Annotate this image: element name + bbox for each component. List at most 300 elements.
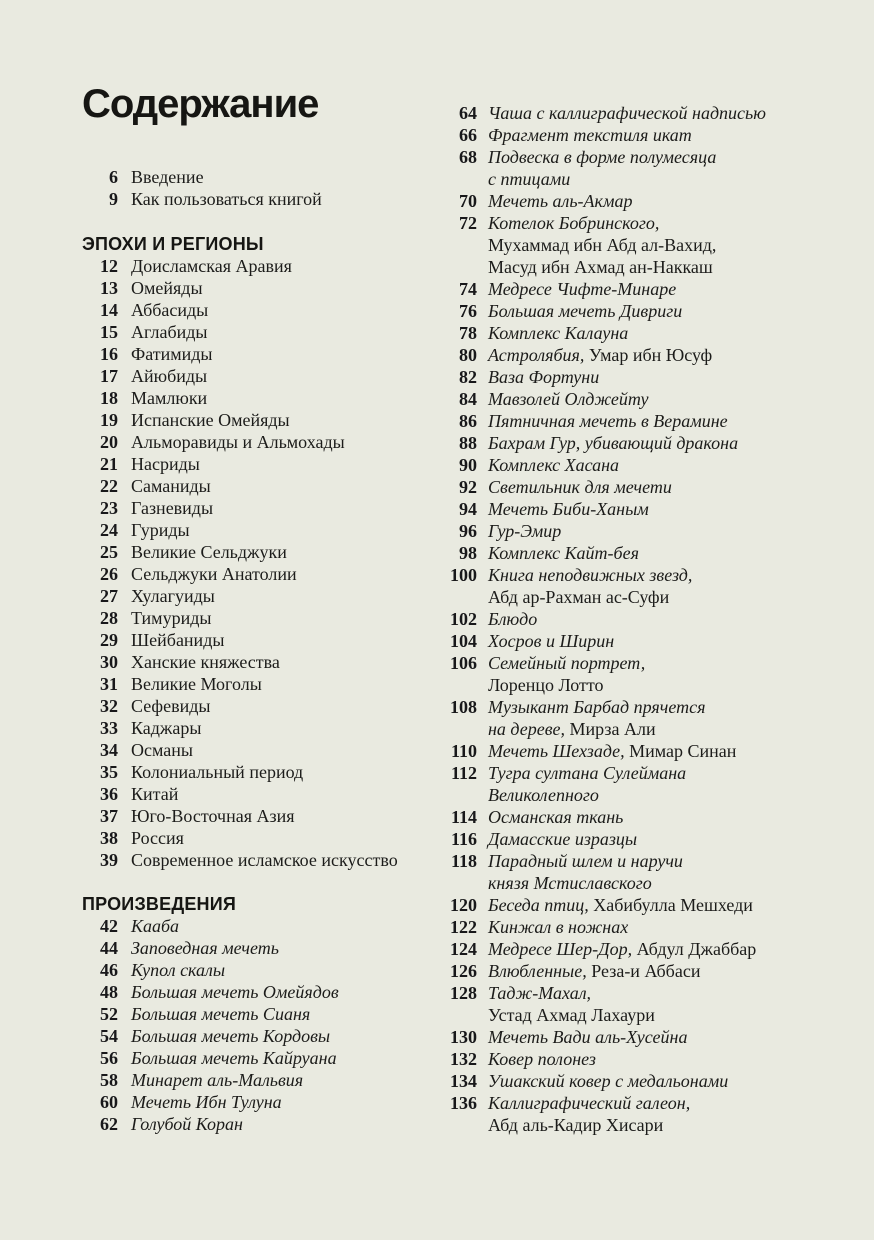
toc-work-title: Великолепного [488, 785, 599, 805]
toc-entry-text [131, 651, 280, 673]
toc-plain-text: Сельджуки Анатолии [131, 564, 297, 584]
toc-entry-page-number: 15 [100, 322, 118, 342]
toc-work-title: Каллиграфический галеон, [488, 1093, 691, 1113]
toc-entry-page-number: 66 [459, 125, 477, 145]
toc-work-title: Хосров и Ширин [488, 631, 615, 651]
toc-entry-line [488, 322, 628, 344]
toc-entry [82, 937, 434, 959]
toc-entry-text [131, 1003, 310, 1025]
toc-entry [435, 102, 867, 124]
toc-work-title: Комплекс Кайт-бея [488, 543, 639, 563]
toc-plain-text: Каджары [131, 718, 202, 738]
toc-entry-page-number: 56 [100, 1048, 118, 1068]
toc-entry-page-number: 27 [100, 586, 118, 606]
toc-entry-page-number: 19 [100, 410, 118, 430]
toc-entry-text [131, 387, 207, 409]
toc-entry-page-number: 58 [100, 1070, 118, 1090]
toc-entry [435, 190, 867, 212]
toc-entry [82, 365, 434, 387]
toc-entry-page-number: 110 [450, 741, 477, 761]
toc-work-title: Фрагмент текстиля икат [488, 125, 692, 145]
toc-entry-line [488, 1026, 687, 1048]
toc-entry-page-number: 108 [450, 697, 477, 717]
toc-entry-text [131, 783, 178, 805]
toc-entry-line [131, 1091, 282, 1113]
toc-entry-text [488, 806, 623, 828]
toc-entry-text [131, 299, 208, 321]
toc-plain-text: Мирза Али [565, 719, 656, 739]
toc-plain-text: Доисламская Аравия [131, 256, 292, 276]
toc-entry-text [131, 761, 303, 783]
toc-entry-page-number: 118 [450, 851, 477, 871]
toc-entry-page-number: 116 [450, 829, 477, 849]
toc-entry [82, 761, 434, 783]
toc-entry-text [488, 146, 716, 190]
toc-entry-page-number: 36 [100, 784, 118, 804]
toc-entry-page-number: 37 [100, 806, 118, 826]
toc-entry-page-number: 22 [100, 476, 118, 496]
toc-plain-text: Тимуриды [131, 608, 212, 628]
toc-entry [82, 563, 434, 585]
toc-entry-line [131, 563, 297, 585]
toc-entry-line [131, 739, 193, 761]
toc-entry-page-number: 134 [450, 1071, 477, 1091]
toc-entry [82, 717, 434, 739]
toc-entry-line [488, 542, 639, 564]
toc-entry-line [488, 652, 645, 674]
page-title: Содержание [82, 82, 319, 126]
toc-entry-page-number: 64 [459, 103, 477, 123]
toc-work-title: Гур-Эмир [488, 521, 562, 541]
toc-entry [435, 498, 867, 520]
toc-entry-line [488, 740, 736, 762]
toc-entry-line [488, 520, 561, 542]
toc-plain-text: Альморавиды и Альмохады [131, 432, 345, 452]
toc-entry-line [131, 541, 287, 563]
toc-plain-text: Мухаммад ибн Абд ал-Вахид, [488, 235, 717, 255]
toc-entry-line [131, 409, 290, 431]
toc-entry-text [131, 453, 200, 475]
toc-entry-line [131, 673, 262, 695]
toc-entry [435, 344, 867, 366]
toc-work-title: Ковер полонез [488, 1049, 596, 1069]
toc-entry-page-number: 16 [100, 344, 118, 364]
toc-plain-text: Сефевиды [131, 696, 211, 716]
toc-entry-line [131, 937, 279, 959]
toc-entry-line [488, 718, 705, 740]
toc-entry-line [131, 717, 201, 739]
toc-entry-text [131, 431, 345, 453]
toc-entry-page-number: 26 [100, 564, 118, 584]
toc-entry-line [488, 674, 645, 696]
toc-plain-text: Реза-и Аббаси [586, 961, 701, 981]
toc-plain-text: Айюбиды [131, 366, 208, 386]
toc-work-title: Кинжал в ножнах [488, 917, 629, 937]
toc-entry [82, 1025, 434, 1047]
toc-entry-text [488, 278, 676, 300]
toc-plain-text: Саманиды [131, 476, 211, 496]
toc-work-title: Ваза Фортуни [488, 367, 600, 387]
toc-entry-text [131, 321, 207, 343]
toc-plain-text: Хабибулла Мешхеди [588, 895, 753, 915]
toc-entry [82, 541, 434, 563]
toc-entry-text [131, 1025, 330, 1047]
toc-plain-text: Абд аль-Кадир Хисари [488, 1115, 664, 1135]
right-column [435, 102, 867, 1136]
toc-entry-text [488, 366, 599, 388]
toc-entry-page-number: 35 [100, 762, 118, 782]
toc-entry [435, 696, 867, 740]
toc-entry-line [488, 278, 676, 300]
toc-entry [435, 146, 867, 190]
toc-work-title: Медресе Чифте-Минаре [488, 279, 677, 299]
toc-entry-page-number: 136 [450, 1093, 477, 1113]
toc-work-title: Минарет аль-Мальвия [131, 1070, 304, 1090]
toc-entry-line [488, 828, 637, 850]
toc-entry [435, 608, 867, 630]
toc-work-title: Влюбленные, [488, 961, 587, 981]
toc-entry-text [131, 717, 201, 739]
toc-entry-line [488, 1114, 690, 1136]
toc-entry-line [488, 894, 753, 916]
toc-work-title: Подвеска в форме полумесяца [488, 147, 717, 167]
toc-entry-text [488, 124, 692, 146]
toc-entry-line [131, 519, 190, 541]
toc-entry-line [131, 365, 207, 387]
toc-entry-text [131, 849, 398, 871]
toc-work-title: Голубой Коран [131, 1114, 243, 1134]
toc-entry-page-number: 68 [459, 147, 477, 167]
toc-list-works-left [82, 915, 434, 1135]
toc-entry-line [131, 585, 215, 607]
toc-entry [82, 805, 434, 827]
toc-entry-text [488, 564, 692, 608]
toc-entry [82, 188, 434, 210]
toc-entry-line [488, 300, 682, 322]
toc-entry-text [131, 959, 225, 981]
toc-entry-line [488, 784, 686, 806]
toc-entry [82, 321, 434, 343]
toc-entry-line [488, 806, 623, 828]
toc-entry-line [488, 1070, 728, 1092]
toc-plain-text: Великие Сельджуки [131, 542, 287, 562]
toc-entry-line [488, 1004, 655, 1026]
toc-entry-text [488, 542, 639, 564]
toc-entry-text [488, 1048, 596, 1070]
toc-entry-page-number: 31 [100, 674, 118, 694]
toc-entry-page-number: 18 [100, 388, 118, 408]
toc-entry-page-number: 38 [100, 828, 118, 848]
toc-entry-page-number: 29 [100, 630, 118, 650]
toc-entry-text [131, 277, 203, 299]
toc-work-title: Мечеть аль-Акмар [488, 191, 633, 211]
toc-entry-page-number: 62 [100, 1114, 118, 1134]
toc-entry-line [131, 431, 345, 453]
toc-plain-text: Мамлюки [131, 388, 208, 408]
toc-entry-line [131, 299, 208, 321]
toc-entry-line [488, 124, 692, 146]
toc-entry-line [488, 234, 716, 256]
toc-entry-page-number: 100 [450, 565, 477, 585]
toc-work-title: Кааба [131, 916, 180, 936]
toc-work-title: Блюдо [488, 609, 538, 629]
toc-entry-text [131, 541, 287, 563]
toc-entry-text [131, 365, 207, 387]
toc-entry [435, 454, 867, 476]
toc-work-title: Большая мечеть Кайруана [131, 1048, 337, 1068]
toc-entry-page-number: 14 [100, 300, 118, 320]
toc-entry-line [488, 960, 700, 982]
toc-entry [435, 1026, 867, 1048]
toc-entry-line [131, 1025, 330, 1047]
toc-entry [435, 960, 867, 982]
toc-plain-text: Колониальный период [131, 762, 304, 782]
toc-entry-page-number: 42 [100, 916, 118, 936]
toc-entry-line [131, 849, 398, 871]
toc-entry-page-number: 78 [459, 323, 477, 343]
toc-work-title: Мечеть Биби-Ханым [488, 499, 649, 519]
toc-entry-page-number: 20 [100, 432, 118, 452]
toc-entry [435, 982, 867, 1026]
toc-entry-page-number: 82 [459, 367, 477, 387]
toc-entry-line [488, 564, 692, 586]
toc-entry-text [131, 1113, 243, 1135]
toc-entry-text [488, 498, 649, 520]
toc-entry [82, 255, 434, 277]
toc-entry-page-number: 132 [450, 1049, 477, 1069]
toc-entry-page-number: 23 [100, 498, 118, 518]
section-header-eras: ЭПОХИ И РЕГИОНЫ [82, 234, 264, 254]
toc-entry [82, 1047, 434, 1069]
toc-entry-text [488, 916, 628, 938]
toc-entry-line [488, 630, 614, 652]
toc-entry [435, 564, 867, 608]
toc-entry-page-number: 60 [100, 1092, 118, 1112]
toc-plain-text: Юго-Восточная Азия [131, 806, 295, 826]
toc-entry-line [131, 475, 211, 497]
toc-entry-text [131, 695, 210, 717]
toc-entry [435, 762, 867, 806]
toc-entry-text [488, 410, 728, 432]
toc-plain-text: Как пользоваться книгой [131, 189, 322, 209]
toc-entry-page-number: 94 [459, 499, 477, 519]
toc-entry-text [488, 190, 632, 212]
toc-entry [435, 894, 867, 916]
toc-plain-text: Современное исламское искусство [131, 850, 398, 870]
toc-entry-page-number: 9 [109, 189, 118, 209]
toc-plain-text: Россия [131, 828, 184, 848]
toc-plain-text: Введение [131, 167, 204, 187]
toc-entry [82, 585, 434, 607]
toc-entry-line [488, 872, 683, 894]
toc-entry [82, 981, 434, 1003]
toc-entry-page-number: 96 [459, 521, 477, 541]
toc-entry-page-number: 92 [459, 477, 477, 497]
toc-entry-text [488, 608, 537, 630]
toc-entry-text [131, 166, 204, 188]
toc-entry-page-number: 84 [459, 389, 477, 409]
toc-plain-text: Ханские княжества [131, 652, 280, 672]
toc-plain-text: Великие Моголы [131, 674, 262, 694]
toc-entry-line [131, 607, 211, 629]
toc-work-title: Османская ткань [488, 807, 624, 827]
toc-entry-line [131, 188, 322, 210]
toc-entry-line [488, 454, 619, 476]
toc-entry [82, 1003, 434, 1025]
toc-entry [82, 959, 434, 981]
toc-entry [82, 849, 434, 871]
toc-entry [82, 277, 434, 299]
toc-plain-text: Омейяды [131, 278, 203, 298]
toc-entry-text [131, 255, 292, 277]
toc-work-title: Книга неподвижных звезд, [488, 565, 693, 585]
toc-work-title: Ушакский ковер с медальонами [488, 1071, 729, 1091]
toc-plain-text: Устад Ахмад Лахаури [488, 1005, 655, 1025]
toc-entry-text [131, 981, 339, 1003]
toc-entry-text [488, 652, 645, 696]
toc-entry-page-number: 34 [100, 740, 118, 760]
toc-work-title: Тадж-Махал, [488, 983, 592, 1003]
toc-work-title: Парадный шлем и наручи [488, 851, 683, 871]
toc-entry-text [131, 1091, 282, 1113]
toc-entry-text [131, 915, 179, 937]
toc-entry-page-number: 74 [459, 279, 477, 299]
toc-entry [435, 652, 867, 696]
toc-work-title: Большая мечеть Кордовы [131, 1026, 331, 1046]
toc-entry [435, 366, 867, 388]
toc-entry-text [131, 188, 322, 210]
toc-entry-line [488, 608, 537, 630]
toc-work-title: Большая мечеть Омейядов [131, 982, 339, 1002]
toc-entry-line [131, 497, 213, 519]
toc-entry [82, 1091, 434, 1113]
toc-entry-line [488, 256, 716, 278]
toc-entry-page-number: 48 [100, 982, 118, 1002]
toc-entry-page-number: 76 [459, 301, 477, 321]
toc-entry-text [488, 828, 637, 850]
toc-entry-text [131, 629, 224, 651]
toc-entry-text [488, 388, 648, 410]
toc-entry-text [131, 937, 279, 959]
toc-list-intro [82, 166, 434, 210]
toc-entry-line [488, 1092, 690, 1114]
toc-work-title: Светильник для мечети [488, 477, 672, 497]
toc-entry [82, 409, 434, 431]
toc-plain-text: Аббасиды [131, 300, 209, 320]
toc-entry-text [131, 519, 190, 541]
toc-entry-line [488, 190, 632, 212]
toc-plain-text: Масуд ибн Ахмад ан-Наккаш [488, 257, 713, 277]
toc-entry-text [131, 409, 290, 431]
toc-work-title: Купол скалы [131, 960, 226, 980]
toc-entry-text [488, 520, 561, 542]
toc-work-title: Астролябия, [488, 345, 585, 365]
toc-entry-line [131, 695, 210, 717]
toc-entry-line [488, 168, 716, 190]
toc-work-title: Большая мечеть Дивриги [488, 301, 683, 321]
toc-plain-text: Абд ар-Рахман ас-Суфи [488, 587, 670, 607]
toc-entry-text [488, 454, 619, 476]
toc-entry-line [488, 850, 683, 872]
toc-entry-page-number: 130 [450, 1027, 477, 1047]
toc-entry-line [488, 938, 756, 960]
toc-entry-text [488, 102, 766, 124]
toc-work-title: Мечеть Вади аль-Хусейна [488, 1027, 688, 1047]
toc-entry [435, 432, 867, 454]
toc-entry-page-number: 126 [450, 961, 477, 981]
toc-plain-text: Гуриды [131, 520, 190, 540]
toc-entry-line [131, 166, 204, 188]
toc-entry-line [131, 1113, 243, 1135]
toc-entry [82, 915, 434, 937]
toc-entry [82, 607, 434, 629]
toc-entry-page-number: 102 [450, 609, 477, 629]
toc-entry-line [131, 277, 203, 299]
toc-entry-line [131, 1047, 337, 1069]
toc-entry-text [488, 850, 683, 894]
toc-entry-text [488, 212, 716, 278]
toc-entry [435, 542, 867, 564]
toc-plain-text: Фатимиды [131, 344, 213, 364]
toc-entry-page-number: 88 [459, 433, 477, 453]
toc-entry-page-number: 122 [450, 917, 477, 937]
toc-plain-text: Аглабиды [131, 322, 208, 342]
toc-entry-text [488, 960, 700, 982]
toc-entry-line [488, 410, 728, 432]
toc-entry [435, 828, 867, 850]
toc-work-title: Чаша с каллиграфической надписью [488, 103, 766, 123]
toc-entry-page-number: 12 [100, 256, 118, 276]
toc-entry-page-number: 44 [100, 938, 118, 958]
toc-entry-line [488, 366, 599, 388]
toc-entry-line [488, 102, 766, 124]
toc-entry [82, 166, 434, 188]
toc-entry-line [488, 388, 648, 410]
toc-work-title: Музыкант Барбад прячется [488, 697, 706, 717]
toc-work-title: Семейный портрет, [488, 653, 646, 673]
toc-entry [82, 431, 434, 453]
toc-entry-text [488, 300, 682, 322]
toc-list-works-right [435, 102, 867, 1136]
toc-plain-text: Мимар Синан [624, 741, 737, 761]
toc-entry [435, 124, 867, 146]
toc-entry-text [131, 497, 213, 519]
toc-entry-page-number: 54 [100, 1026, 118, 1046]
toc-work-title: Дамасские изразцы [488, 829, 638, 849]
toc-entry-line [488, 344, 712, 366]
toc-entry [82, 827, 434, 849]
toc-entry-page-number: 104 [450, 631, 477, 651]
toc-entry [82, 1113, 434, 1135]
toc-work-title: с птицами [488, 169, 571, 189]
toc-entry-line [131, 805, 295, 827]
toc-entry [82, 519, 434, 541]
toc-entry-line [131, 1069, 303, 1091]
toc-entry [435, 806, 867, 828]
toc-entry [435, 410, 867, 432]
toc-entry-line [488, 762, 686, 784]
toc-entry-line [131, 827, 184, 849]
toc-entry-page-number: 80 [459, 345, 477, 365]
toc-entry [82, 453, 434, 475]
toc-entry-line [488, 476, 672, 498]
toc-entry-page-number: 112 [450, 763, 477, 783]
toc-entry-text [488, 476, 672, 498]
toc-entry-line [488, 212, 716, 234]
toc-work-title: Мечеть Ибн Тулуна [131, 1092, 282, 1112]
toc-work-title: Заповедная мечеть [131, 938, 279, 958]
toc-plain-text: Абдул Джаббар [632, 939, 757, 959]
